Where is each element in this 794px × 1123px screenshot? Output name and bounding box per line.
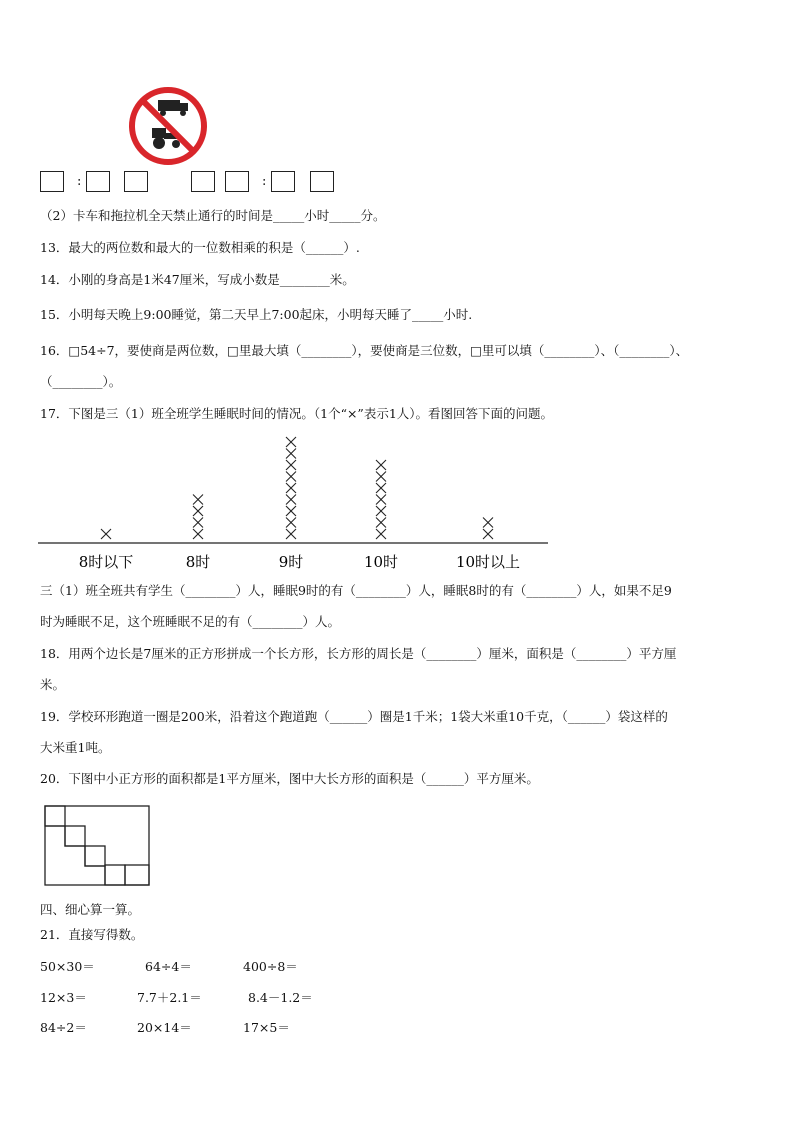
cross-mark <box>286 506 296 516</box>
hour-box-1 <box>40 171 64 192</box>
sleep-time-dot-plot <box>36 425 556 575</box>
cross-mark <box>376 506 386 516</box>
calc-3-1: 84÷2＝ <box>40 1020 87 1035</box>
q16-line2: （________）。 <box>40 374 122 389</box>
cross-mark <box>101 529 111 539</box>
colon-1: : <box>77 174 82 189</box>
q18-line2: 米。 <box>40 677 66 692</box>
cross-mark <box>376 472 386 482</box>
calc-3-3: 17×5＝ <box>243 1020 290 1035</box>
cross-mark <box>193 518 203 528</box>
hour-box-3 <box>225 171 249 192</box>
q20: 20．下图中小正方形的面积都是1平方厘米，图中大长方形的面积是（______）平方厘米。 <box>40 771 539 786</box>
category-label: 8时 <box>185 553 211 571</box>
colon-2: : <box>262 174 267 189</box>
calc-2-1: 12×3＝ <box>40 990 87 1005</box>
cross-mark <box>286 472 296 482</box>
cross-mark <box>286 483 296 493</box>
cross-mark <box>286 518 296 528</box>
category-label: 10时 <box>363 553 399 571</box>
cross-mark <box>376 460 386 470</box>
cross-mark <box>483 529 493 539</box>
cross-mark <box>376 495 386 505</box>
cross-mark <box>286 449 296 459</box>
cross-mark <box>483 518 493 528</box>
category-label: 10时以上 <box>455 553 521 571</box>
cross-mark <box>286 460 296 470</box>
q17: 17．下图是三（1）班全班学生睡眠时间的情况。（1个“×”表示1人）。看图回答下面的问题。 <box>40 406 554 421</box>
category-label: 8时以下 <box>78 553 134 571</box>
cross-mark <box>376 529 386 539</box>
q15: 15．小明每天晚上9:00睡觉，第二天早上7:00起床，小明每天睡了_____小时. <box>40 307 473 322</box>
q14: 14．小刚的身高是1米47厘米，写成小数是________米。 <box>40 272 355 287</box>
calc-1-3: 400÷8＝ <box>243 959 298 974</box>
minute-box-3 <box>271 171 295 192</box>
cross-mark <box>193 495 203 505</box>
q16-line1: 16．□54÷7，要使商是两位数，□里最大填（________），要使商是三位数，□里可以填（________）、（________）、 <box>40 343 689 358</box>
minute-box-2 <box>124 171 148 192</box>
cross-mark <box>286 529 296 539</box>
calc-1-1: 50×30＝ <box>40 959 95 974</box>
calc-2-3: 8.4－1.2＝ <box>248 990 313 1005</box>
calc-3-2: 20×14＝ <box>137 1020 192 1035</box>
calc-2-2: 7.7＋2.1＝ <box>137 990 202 1005</box>
q12-part2: （2）卡车和拖拉机全天禁止通行的时间是_____小时_____分。 <box>40 208 386 223</box>
q13: 13．最大的两位数和最大的一位数相乘的积是（______）. <box>40 240 360 255</box>
minute-box-4 <box>310 171 334 192</box>
q19-line2: 大米重1吨。 <box>40 740 111 755</box>
category-label: 9时 <box>278 553 304 571</box>
calc-1-2: 64÷4＝ <box>145 959 192 974</box>
cross-mark <box>193 506 203 516</box>
q17-line2: 时为睡眠不足，这个班睡眠不足的有（________）人。 <box>40 614 341 629</box>
cross-mark <box>376 518 386 528</box>
staircase-rectangle-figure <box>44 805 152 887</box>
section4-heading: 四、细心算一算。 <box>40 902 141 917</box>
no-trucks-tractors-sign-icon <box>128 86 208 166</box>
cross-mark <box>286 437 296 447</box>
cross-mark <box>193 529 203 539</box>
q18-line1: 18．用两个边长是7厘米的正方形拼成一个长方形，长方形的周长是（________）厘米，面积是（________）平方厘 <box>40 646 677 661</box>
q17-line1: 三（1）班全班共有学生（________）人，睡眠9时的有（________）人，睡眠8时的有（________）人，如果不足9 <box>40 583 672 598</box>
cross-mark <box>376 483 386 493</box>
q19-line1: 19．学校环形跑道一圈是200米，沿着这个跑道跑（______）圈是1千米；1袋大米重10千克，（______）袋这样的 <box>40 709 668 724</box>
q21: 21．直接写得数。 <box>40 927 144 942</box>
cross-mark <box>286 495 296 505</box>
minute-box-1 <box>86 171 110 192</box>
hour-box-2 <box>191 171 215 192</box>
